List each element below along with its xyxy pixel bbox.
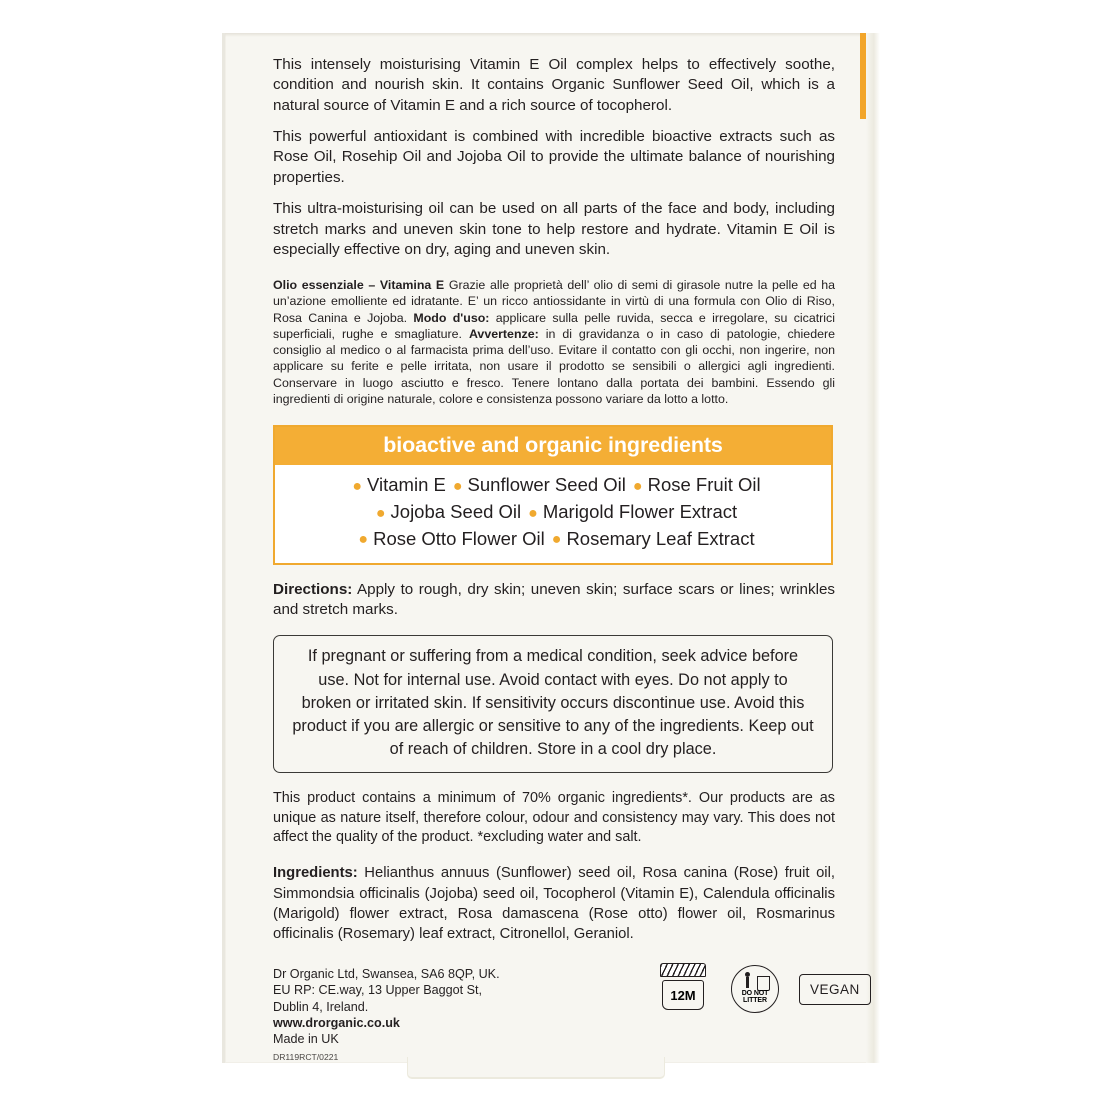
address-line-3: Dublin 4, Ireland. bbox=[273, 999, 369, 1014]
directions-paragraph bbox=[273, 580, 835, 621]
bullet-dot-icon: ● bbox=[358, 531, 369, 549]
bioactive-row bbox=[285, 499, 821, 526]
italian-intro: Grazie alle proprietà dell’ olio di semi di girasole nutre la pelle ed ha un’azione emolliente ed idratante. E’ un ricco antiossidante in virtù di una formula con Olio di Riso, Rosa Canina e Jojoba. bbox=[273, 278, 836, 325]
bullet-dot-icon: ● bbox=[528, 504, 538, 522]
bullet-dot-icon: ● bbox=[551, 531, 562, 549]
directions-text: Apply to rough, dry skin; uneven skin; surface scars or lines; wrinkles and stretch marks. bbox=[273, 580, 835, 619]
bioactive-ingredients-box bbox=[273, 425, 833, 564]
italian-usage-text: applicare sulla pelle ruvida, secca e irregolare, su cicatrici superficiali, rughe e smagliature. bbox=[273, 310, 835, 341]
bioactive-item: Vitamin E bbox=[367, 474, 446, 496]
description-paragraph-2: This powerful antioxidant is combined with incredible bioactive extracts such as Rose Oil, Rosehip Oil and Jojoba Oil to provide the ultimate balance of nourishing properties. bbox=[273, 128, 835, 186]
bioactive-item: Jojoba Seed Oil bbox=[390, 501, 522, 523]
website-url[interactable]: www.drorganic.co.uk bbox=[273, 1015, 400, 1030]
pao-months-label: 12M bbox=[662, 980, 704, 1010]
ingredients-label: Ingredients: bbox=[273, 865, 358, 882]
do-not-litter-line-1: DO NOT bbox=[741, 990, 769, 997]
organic-content-note: This product contains a minimum of 70% organic ingredients*. Our products are as unique as nature itself, therefore colour, odour and consistency may vary. This does not affect the quality of the product. *excluding water and salt. bbox=[273, 790, 835, 845]
vegan-badge: VEGAN bbox=[799, 974, 871, 1005]
bioactive-ingredient-list bbox=[275, 465, 831, 562]
address-line-1: Dr Organic Ltd, Swansea, SA6 8QP, UK. bbox=[273, 966, 500, 981]
do-not-litter-text bbox=[727, 990, 783, 1005]
bioactive-title: bioactive and organic ingredients bbox=[275, 427, 831, 465]
italian-description bbox=[273, 277, 835, 407]
do-not-litter-icon bbox=[727, 963, 783, 1015]
do-not-litter-circle bbox=[731, 965, 779, 1013]
italian-usage-label: Modo d'uso: bbox=[413, 310, 490, 325]
bioactive-item: Rose Fruit Oil bbox=[647, 474, 761, 496]
bioactive-item: Rose Otto Flower Oil bbox=[373, 527, 545, 549]
bullet-dot-icon: ● bbox=[632, 477, 643, 495]
carton-back-panel bbox=[222, 33, 880, 1063]
description-paragraph-1: This intensely moisturising Vitamin E Oil complex helps to effectively soothe, condition and nourish skin. It contains Organic Sunflower Seed Oil, which is a natural source of Vitamin E and a rich source of tocopherol. bbox=[273, 56, 835, 114]
bioactive-row bbox=[285, 472, 821, 499]
period-after-opening-icon bbox=[655, 963, 711, 1015]
label-content bbox=[273, 55, 835, 1063]
carton-right-edge bbox=[866, 33, 880, 1063]
bioactive-item: Sunflower Seed Oil bbox=[467, 474, 626, 496]
bullet-dot-icon: ● bbox=[375, 504, 386, 522]
bullet-dot-icon: ● bbox=[452, 477, 463, 495]
bioactive-item: Rosemary Leaf Extract bbox=[566, 527, 755, 549]
warning-box: If pregnant or suffering from a medical condition, seek advice before use. Not for internal use. Avoid contact with eyes. Do not apply to broken or irritated skin. If sensitivity occurs discontinue use. Avoid this product if you are allergic or sensitive to any of the ingredients. Keep out of reach of children. Store in a cool dry place. bbox=[273, 635, 833, 773]
jar-lid-shape bbox=[660, 963, 706, 977]
carton-top-edge bbox=[225, 33, 880, 37]
bioactive-row bbox=[285, 526, 821, 553]
do-not-litter-person bbox=[743, 972, 753, 990]
italian-heading: Olio essenziale – Vitamina E bbox=[273, 278, 445, 293]
directions-label: Directions: bbox=[273, 580, 353, 598]
made-in-text: Made in UK bbox=[273, 1032, 339, 1047]
bioactive-item: Marigold Flower Extract bbox=[542, 501, 738, 523]
batch-code: DR119RCT/0221 bbox=[273, 1051, 339, 1062]
description-paragraph-3: This ultra-moisturising oil can be used on all parts of the face and body, including stretch marks and uneven skin tone to help restore and hydrate. Vitamin E Oil is especially effective on dry, aging and uneven skin. bbox=[273, 200, 835, 258]
do-not-litter-bin bbox=[757, 976, 770, 991]
full-ingredients-paragraph bbox=[273, 863, 835, 943]
italian-warning-label: Avvertenze: bbox=[468, 326, 539, 341]
ingredients-text: Helianthus annuus (Sunflower) seed oil, Rosa canina (Rose) fruit oil, Simmondsia officinalis (Jojoba) seed oil, Tocopherol (Vitamin E), Calendula officinalis (Marigold) flower extract, Rosa damascena (Rose otto) flower oil, Rosmarinus officinalis (Rosemary) leaf extract, Citronellol, Geraniol. bbox=[273, 865, 835, 942]
address-line-2: EU RP: CE.way, 13 Upper Baggot St, bbox=[273, 983, 483, 998]
compliance-symbols bbox=[655, 963, 871, 1015]
italian-warning-text: in di gravidanza o in caso di patologie, chiedere consiglio al medico o al farmacista prima dell’uso. Evitare il contatto con gli occhi, non ingerire, non applicare su ferite e pelle irritata, non usare il prodotto se sensibili o allergici agli ingredienti. Conservare in luogo asciutto e fresco. Tenere lontano dalla portata dei bambini. Essendo gli ingredienti di origine naturale, colore e consistenza possono variare da lotto a lotto. bbox=[273, 326, 835, 406]
bullet-dot-icon: ● bbox=[352, 477, 363, 495]
do-not-litter-line-2: LITTER bbox=[743, 997, 767, 1005]
